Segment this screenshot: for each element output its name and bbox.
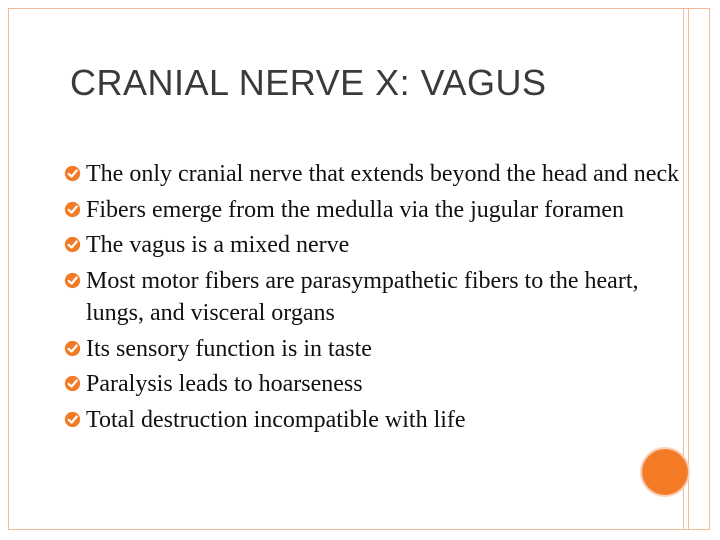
bullet-item xyxy=(64,229,684,262)
decorative-circle xyxy=(640,447,690,497)
bullet-list xyxy=(64,158,684,439)
bullet-icon xyxy=(64,375,81,392)
bullet-icon xyxy=(64,165,81,182)
bullet-icon xyxy=(64,236,81,253)
bullet-text: Paralysis leads to hoarseness xyxy=(86,371,363,397)
bullet-text: Fibers emerge from the medulla via the jugular foramen xyxy=(86,196,625,223)
bullet-text: Its sensory function is in taste xyxy=(86,335,372,362)
bullet-item xyxy=(64,265,684,330)
bullet-item xyxy=(64,368,684,401)
bullet-text: The vagus is a mixed nerve xyxy=(86,232,350,258)
bullet-icon xyxy=(64,340,81,357)
bullet-text: Most motor fibers are parasympathetic fibers to the heart, lungs, and visceral organs xyxy=(86,267,639,326)
bullet-item xyxy=(64,158,684,191)
bullet-text: Total destruction incompatible with life xyxy=(86,406,466,433)
slide-title: CRANIAL NERVE X: VAGUS xyxy=(70,62,547,103)
bullet-item xyxy=(64,404,684,437)
bullet-item xyxy=(64,333,684,366)
bullet-icon xyxy=(64,272,81,289)
decorative-vertical-line xyxy=(688,8,689,530)
bullet-icon xyxy=(64,411,81,428)
bullet-icon xyxy=(64,201,81,218)
bullet-text: The only cranial nerve that extends beyond the head and neck xyxy=(86,161,680,187)
bullet-item xyxy=(64,194,684,227)
